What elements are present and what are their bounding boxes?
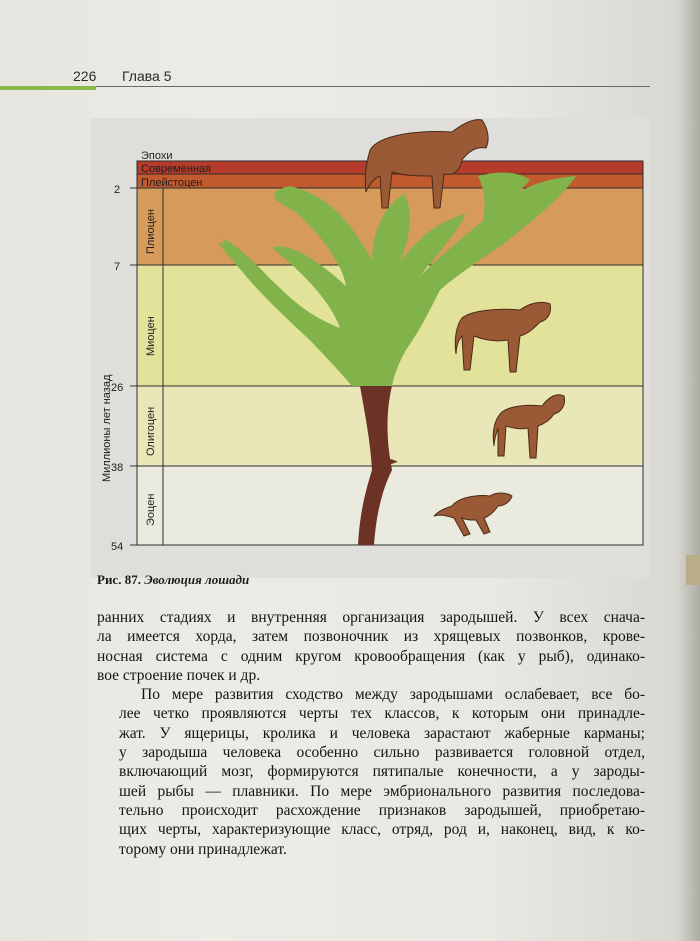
band-oligocene <box>137 386 643 466</box>
tick-7: 7 <box>114 261 121 273</box>
tick-26: 26 <box>111 382 124 394</box>
text-line: По мере развития сходство между зародышами ослабевает, все бо- <box>141 686 645 704</box>
text-line: щих черты, характеризующие класс, отряд, род и, наконец, вид, к ко- <box>119 821 645 839</box>
text-line: шей рыбы — плавники. По мере эмбрионального развития последова- <box>119 782 645 800</box>
band-eocene <box>137 466 643 545</box>
body-text <box>97 608 645 859</box>
band-label-oligocene: Олигоцен <box>145 406 157 456</box>
paragraph-2 <box>97 685 645 859</box>
band-label-modern: Современная <box>141 163 212 175</box>
paragraph-1 <box>97 608 645 685</box>
text-line: включающий мозг, формируются пятипалые конечности, а у зароды- <box>119 763 645 781</box>
epochs-header: Эпохи <box>141 150 173 162</box>
y-axis-title: Миллионы лет назад <box>101 374 113 482</box>
tick-38: 38 <box>111 462 124 474</box>
text-line: торому они принадлежат. <box>119 840 287 858</box>
band-label-pliocene: Плиоцен <box>145 209 157 254</box>
caption-title: Эволюция лошади <box>144 572 250 587</box>
caption-number: Рис. 87. <box>97 572 141 587</box>
text-line: ла имеется хорда, затем позвоночник из хрящевых позвонков, крове- <box>97 628 645 646</box>
page-number: 226 <box>73 68 97 84</box>
band-label-miocene: Миоцен <box>145 316 157 356</box>
text-line: жат. У ящерицы, кролика и человека зарастают жаберные карманы; <box>119 724 645 742</box>
chapter-title: Глава 5 <box>122 68 172 84</box>
text-line: лее четко проявляются черты тех классов, к которым они принадле- <box>119 705 645 723</box>
figure-caption <box>97 572 249 588</box>
text-line: вое строение почек и др. <box>97 666 261 684</box>
text-line: у зародыша человека особенно сильно развивается головной отдел, <box>119 744 645 762</box>
text-line: тельно происходит расхождение признаков зародышей, приобретаю- <box>119 801 645 819</box>
text-line: носная система с одним кругом кровообращения (как у рыб), одинако- <box>97 647 645 665</box>
band-label-eocene: Эоцен <box>145 493 157 526</box>
band-label-pleistocene: Плейстоцен <box>141 177 203 189</box>
tick-54: 54 <box>111 541 124 553</box>
tick-2: 2 <box>114 184 121 196</box>
text-line: ранних стадиях и внутренняя организация зародышей. У всех снача- <box>97 609 645 626</box>
